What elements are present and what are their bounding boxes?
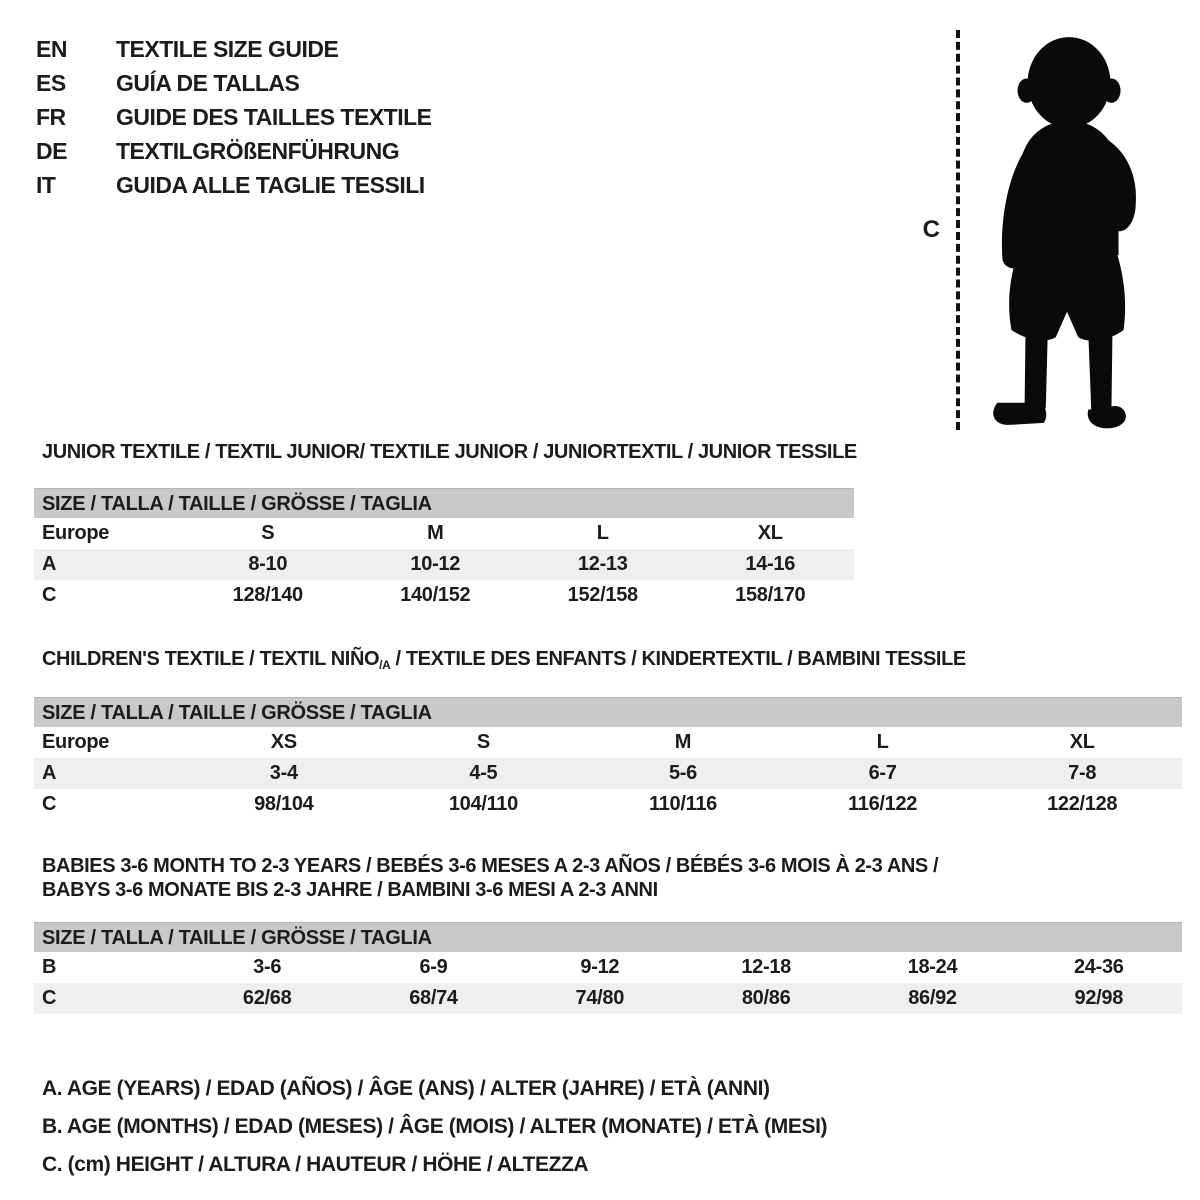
age-cell: 10-12 [410, 553, 461, 575]
language-row-en [36, 32, 432, 66]
legend-line-a: A. AGE (YEARS) / EDAD (AÑOS) / ÂGE (ANS) / ALTER (JAHRE) / ETÀ (ANNI) [42, 1077, 770, 1100]
legend-line-c: C. (cm) HEIGHT / ALTURA / HAUTEUR / HÖHE / ALTEZZA [42, 1153, 589, 1176]
legend-line-b: B. AGE (MONTHS) / EDAD (MESES) / ÂGE (MOIS) / ALTER (MONATE) / ETÀ (MESI) [42, 1115, 828, 1138]
height-cell: 74/80 [575, 987, 625, 1009]
babies-title-line1: BABIES 3-6 MONTH TO 2-3 YEARS / BEBÉS 3-6 MESES A 2-3 AÑOS / BÉBÉS 3-6 MOIS À 2-3 ANS / [42, 855, 939, 877]
size-cell: XL [1069, 731, 1095, 753]
age-cell: 7-8 [1068, 762, 1097, 784]
language-row-fr [36, 100, 432, 134]
junior-size-table [34, 488, 854, 611]
size-cell: S [476, 731, 490, 753]
table-row-europe [34, 518, 854, 549]
children-size-table [34, 697, 1182, 820]
age-cell: 6-7 [868, 762, 897, 784]
language-title: GUIDE DES TAILLES TEXTILE [116, 104, 432, 130]
table-row-height [34, 983, 1182, 1014]
height-dashed-line [956, 30, 960, 430]
table-row-height [34, 580, 854, 611]
junior-section [34, 440, 1200, 611]
height-cell: 104/110 [448, 793, 518, 815]
language-title: TEXTILE SIZE GUIDE [116, 36, 339, 62]
size-header-band: SIZE / TALLA / TAILLE / GRÖSSE / TAGLIA [34, 697, 1182, 727]
age-cell: 14-16 [745, 553, 796, 575]
height-cell: 122/128 [1047, 793, 1118, 815]
babies-section [34, 854, 1200, 1014]
age-cell: 5-6 [668, 762, 697, 784]
row-label: C [42, 987, 57, 1009]
row-label: Europe [42, 731, 110, 753]
row-label: A [42, 762, 57, 784]
language-code: ES [36, 70, 66, 96]
language-title: TEXTILGRÖßENFÜHRUNG [116, 138, 400, 164]
row-label: C [42, 793, 57, 815]
size-cell: L [596, 522, 609, 544]
measurement-figure [923, 26, 1160, 434]
months-cell: 9-12 [580, 956, 620, 978]
language-row-es [36, 66, 432, 100]
size-header-band: SIZE / TALLA / TAILLE / GRÖSSE / TAGLIA [34, 922, 1182, 952]
table-row-months [34, 952, 1182, 983]
months-cell: 12-18 [741, 956, 791, 978]
size-cell: M [674, 731, 692, 753]
language-title: GUIDA ALLE TAGLIE TESSILI [116, 172, 425, 198]
table-row-age [34, 549, 854, 580]
height-cell: 158/170 [735, 584, 806, 606]
height-cell: 128/140 [232, 584, 303, 606]
height-cell: 80/86 [741, 987, 791, 1009]
age-cell: 12-13 [577, 553, 628, 575]
size-cell: S [261, 522, 275, 544]
height-measure-label: C [922, 216, 940, 243]
table-row-europe [34, 727, 1182, 758]
language-title: GUÍA DE TALLAS [116, 70, 300, 96]
size-header-band: SIZE / TALLA / TAILLE / GRÖSSE / TAGLIA [34, 488, 854, 518]
height-cell: 116/122 [848, 793, 918, 815]
babies-size-table [34, 922, 1182, 1014]
age-cell: 8-10 [248, 553, 288, 575]
months-cell: 6-9 [419, 956, 448, 978]
language-code: EN [36, 36, 67, 62]
table-row-height [34, 789, 1182, 820]
language-code: IT [36, 172, 56, 198]
height-cell: 98/104 [254, 793, 314, 815]
row-label: B [42, 956, 57, 978]
height-cell: 152/158 [567, 584, 638, 606]
height-cell: 140/152 [400, 584, 471, 606]
title-text: CHILDREN'S TEXTILE / TEXTIL NIÑO [42, 648, 380, 670]
language-row-de [36, 134, 432, 168]
size-cell: XS [270, 731, 297, 753]
months-cell: 24-36 [1073, 956, 1124, 978]
toddler-silhouette-icon [972, 28, 1160, 432]
row-label: A [42, 553, 57, 575]
children-section [34, 647, 1200, 820]
language-code: FR [36, 104, 66, 130]
language-code: DE [36, 138, 67, 164]
babies-section-title [34, 854, 1200, 902]
height-cell: 86/92 [908, 987, 957, 1009]
junior-section-title: JUNIOR TEXTILE / TEXTIL JUNIOR/ TEXTILE JUNIOR / JUNIORTEXTIL / JUNIOR TESSILE [42, 441, 857, 463]
months-cell: 18-24 [907, 956, 958, 978]
babies-title-line2: BABYS 3-6 MONATE BIS 2-3 JAHRE / BAMBINI 3-6 MESI A 2-3 ANNI [42, 879, 658, 901]
legend [34, 1070, 1200, 1184]
title-text: / TEXTILE DES ENFANTS / KINDERTEXTIL / BAMBINI TESSILE [390, 648, 966, 670]
language-list [36, 26, 432, 418]
row-label: C [42, 584, 57, 606]
months-cell: 3-6 [253, 956, 282, 978]
height-cell: 68/74 [409, 987, 458, 1009]
age-cell: 4-5 [469, 762, 498, 784]
table-row-age [34, 758, 1182, 789]
size-cell: L [876, 731, 889, 753]
row-label: Europe [42, 522, 110, 544]
size-cell: XL [757, 522, 783, 544]
age-cell: 3-4 [269, 762, 298, 784]
height-cell: 62/68 [242, 987, 292, 1009]
header-area [34, 0, 1200, 418]
title-subscript: /A [379, 658, 391, 672]
size-cell: M [427, 522, 444, 544]
height-cell: 92/98 [1074, 987, 1124, 1009]
height-cell: 110/116 [648, 793, 717, 815]
children-section-title [34, 647, 1200, 673]
language-row-it [36, 168, 432, 202]
